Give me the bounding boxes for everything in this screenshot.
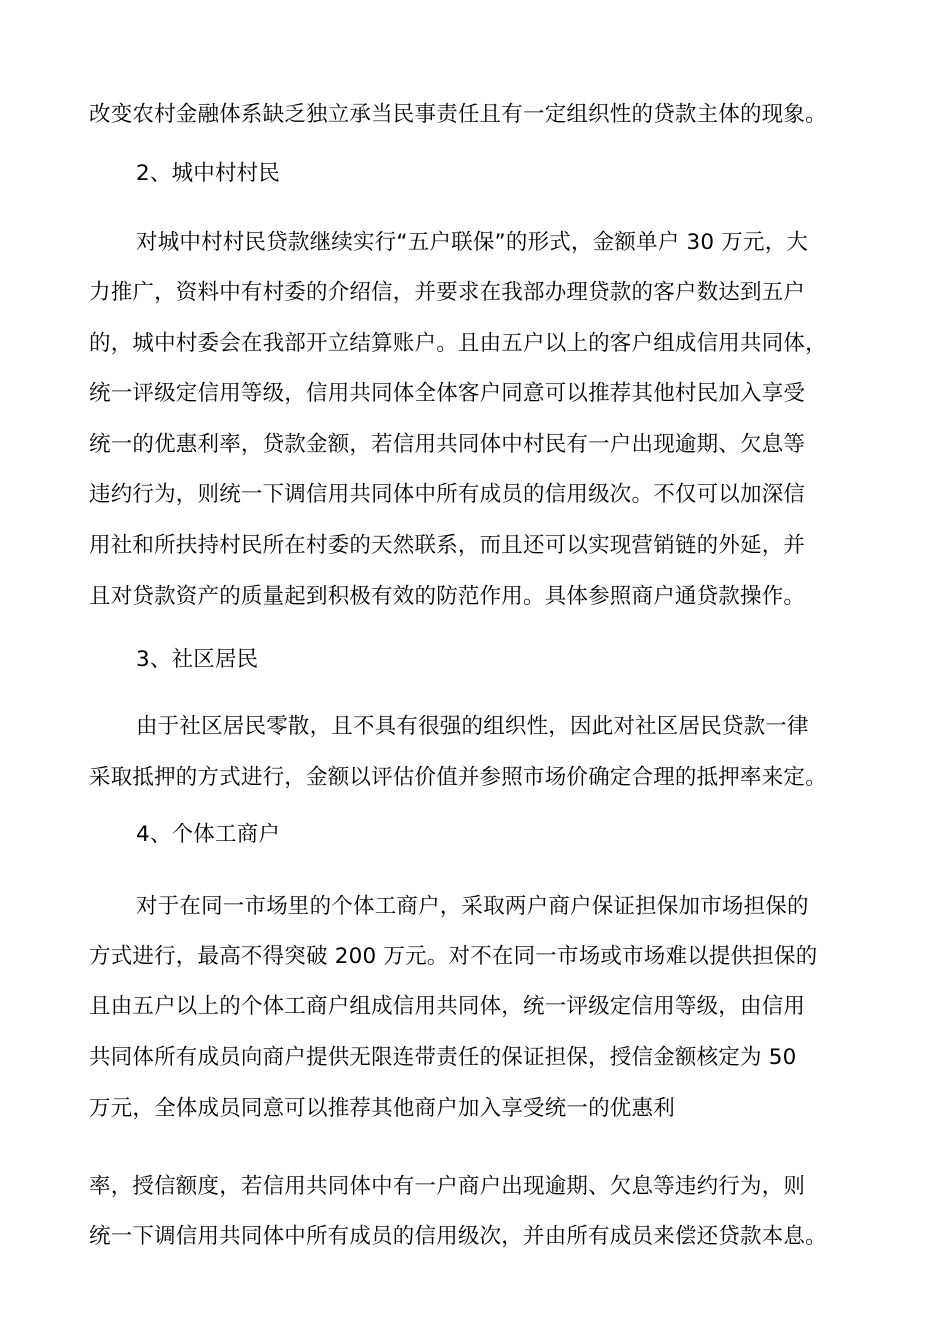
paragraph-line: 且对贷款资产的质量起到积极有效的防范作用。具体参照商户通贷款操作。 [89, 584, 806, 609]
paragraph-line: 统一评级定信用等级，信用共同体全体客户同意可以推荐其他村民加入享受 [89, 381, 806, 406]
paragraph-line: 违约行为，则统一下调信用共同体中所有成员的信用级次。不仅可以加深信 [89, 482, 806, 507]
paragraph-line: 改变农村金融体系缺乏独立承当民事责任且有一定组织性的贷款主体的现象。 [89, 102, 827, 127]
paragraph-line: 采取抵押的方式进行，金额以评估价值并参照市场价确定合理的抵押率来定。 [89, 765, 827, 790]
section-heading: 3、社区居民 [136, 647, 259, 672]
paragraph-line: 万元，全体成员同意可以推荐其他商户加入享受统一的优惠利 [89, 1096, 675, 1121]
paragraph-line: 统一下调信用共同体中所有成员的信用级次，并由所有成员来偿还贷款本息。 [89, 1224, 827, 1249]
paragraph-line: 统一的优惠利率，贷款金额，若信用共同体中村民有一户出现逾期、欠息等 [89, 432, 806, 457]
paragraph-line: 用社和所扶持村民所在村委的天然联系，而且还可以实现营销链的外延，并 [89, 533, 806, 558]
paragraph-line: 共同体所有成员向商户提供无限连带责任的保证担保，授信金额核定为 50 [89, 1045, 797, 1070]
paragraph-line: 由于社区居民零散，且不具有很强的组织性，因此对社区居民贷款一律 [136, 714, 809, 739]
paragraph-line: 对城中村村民贷款继续实行“五户联保”的形式，金额单户 30 万元，大 [136, 230, 809, 255]
paragraph-line: 力推广，资料中有村委的介绍信，并要求在我部办理贷款的客户数达到五户 [89, 280, 806, 305]
paragraph-line: 对于在同一市场里的个体工商户，采取两户商户保证担保加市场担保的 [136, 894, 809, 919]
section-heading: 4、个体工商户 [136, 822, 281, 847]
paragraph-line: 的，城中村委会在我部开立结算账户。且由五户以上的客户组成信用共同体， [89, 331, 827, 356]
paragraph-line: 方式进行，最高不得突破 200 万元。对不在同一市场或市场难以提供担保的 [89, 944, 818, 969]
paragraph-line: 率，授信额度，若信用共同体中有一户商户出现逾期、欠息等违约行为，则 [89, 1174, 806, 1199]
paragraph-line: 且由五户以上的个体工商户组成信用共同体，统一评级定信用等级，由信用 [89, 994, 806, 1019]
section-heading: 2、城中村村民 [136, 161, 281, 186]
